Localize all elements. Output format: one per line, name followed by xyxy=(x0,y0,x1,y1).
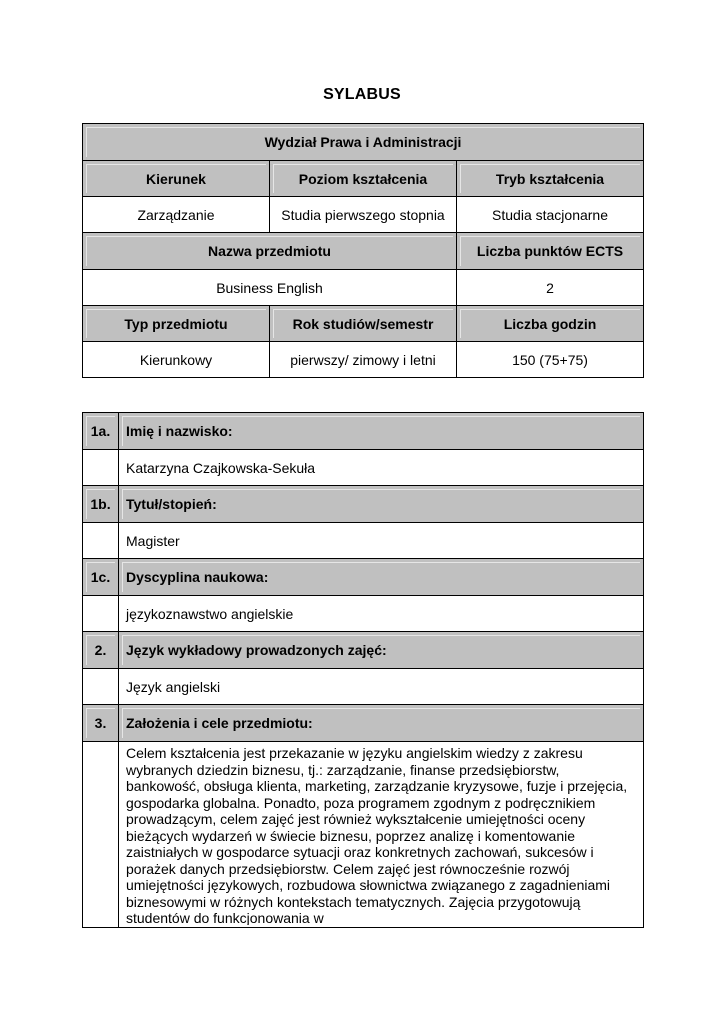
year-semester-header: Rok studiów/semestr xyxy=(270,306,457,342)
field-of-study-header: Kierunek xyxy=(83,161,270,197)
section-number: 1a. xyxy=(83,413,119,450)
field-of-study-value: Zarządzanie xyxy=(83,197,270,233)
section-label: Język wykładowy prowadzonych zajęć: xyxy=(119,632,644,669)
course-objectives-text: Celem kształcenia jest przekazanie w języku angielskim wiedzy z zakresu wybranych dziedzin biznesu, tj.: zarządzanie, finanse przedsiębiorstw, bankowość, obsługa klienta, marketing, zarządzanie kryzysowe, fuzje i przejęcia, gospodarka globalna. Ponadto, poza programem zgodnym z podręcznikiem prowadzącym, celem zajęć jest również wykształcenie umiejętności oceny bieżących wydarzeń w świecie biznesu, poprzez analizę i komentowanie zaistniałych w gospodarce sytuacji oraz konkretnych zachowań, sukcesów i porażek danych przedsiębiorstw. Celem zajęć jest równocześnie rozwój umiejętności językowych, rozbudowa słownictwa związanego z zagadnieniami biznesowymi w różnych kontekstach tematycznych. Zajęcia przygotowują studentów do funkcjonowania w xyxy=(126,745,628,925)
section-label: Imię i nazwisko: xyxy=(119,413,644,450)
course-type-header: Typ przedmiotu xyxy=(83,306,270,342)
section-number-blank xyxy=(83,450,119,486)
study-mode-header: Tryb kształcenia xyxy=(457,161,644,197)
page-title: SYLABUS xyxy=(323,86,401,103)
course-type-value: Kierunkowy xyxy=(83,342,270,378)
section-number: 3. xyxy=(83,705,119,742)
instructor-name-value: Katarzyna Czajkowska-Sekuła xyxy=(119,450,644,486)
academic-title-value: Magister xyxy=(119,523,644,559)
course-name-header: Nazwa przedmiotu xyxy=(83,233,457,270)
course-info-table xyxy=(82,123,644,378)
section-number-blank xyxy=(83,669,119,705)
section-number-blank xyxy=(83,523,119,559)
section-number: 1b. xyxy=(83,486,119,523)
section-label: Założenia i cele przedmiotu: xyxy=(119,705,644,742)
year-semester-value: pierwszy/ zimowy i letni xyxy=(270,342,457,378)
faculty-header: Wydział Prawa i Administracji xyxy=(83,124,644,161)
section-label: Dyscyplina naukowa: xyxy=(119,559,644,596)
education-level-header: Poziom kształcenia xyxy=(270,161,457,197)
ects-value: 2 xyxy=(457,270,644,306)
hours-value: 150 (75+75) xyxy=(457,342,644,378)
study-mode-value: Studia stacjonarne xyxy=(457,197,644,233)
discipline-value: językoznawstwo angielskie xyxy=(119,596,644,632)
section-number: 1c. xyxy=(83,559,119,596)
hours-header: Liczba godzin xyxy=(457,306,644,342)
course-details-table xyxy=(82,412,644,928)
teaching-language-value: Język angielski xyxy=(119,669,644,705)
section-number: 2. xyxy=(83,632,119,669)
section-label: Tytuł/stopień: xyxy=(119,486,644,523)
section-number-blank xyxy=(83,742,119,928)
course-objectives-value xyxy=(119,742,644,928)
education-level-value: Studia pierwszego stopnia xyxy=(270,197,457,233)
ects-header: Liczba punktów ECTS xyxy=(457,233,644,270)
course-name-value: Business English xyxy=(83,270,457,306)
section-number-blank xyxy=(83,596,119,632)
